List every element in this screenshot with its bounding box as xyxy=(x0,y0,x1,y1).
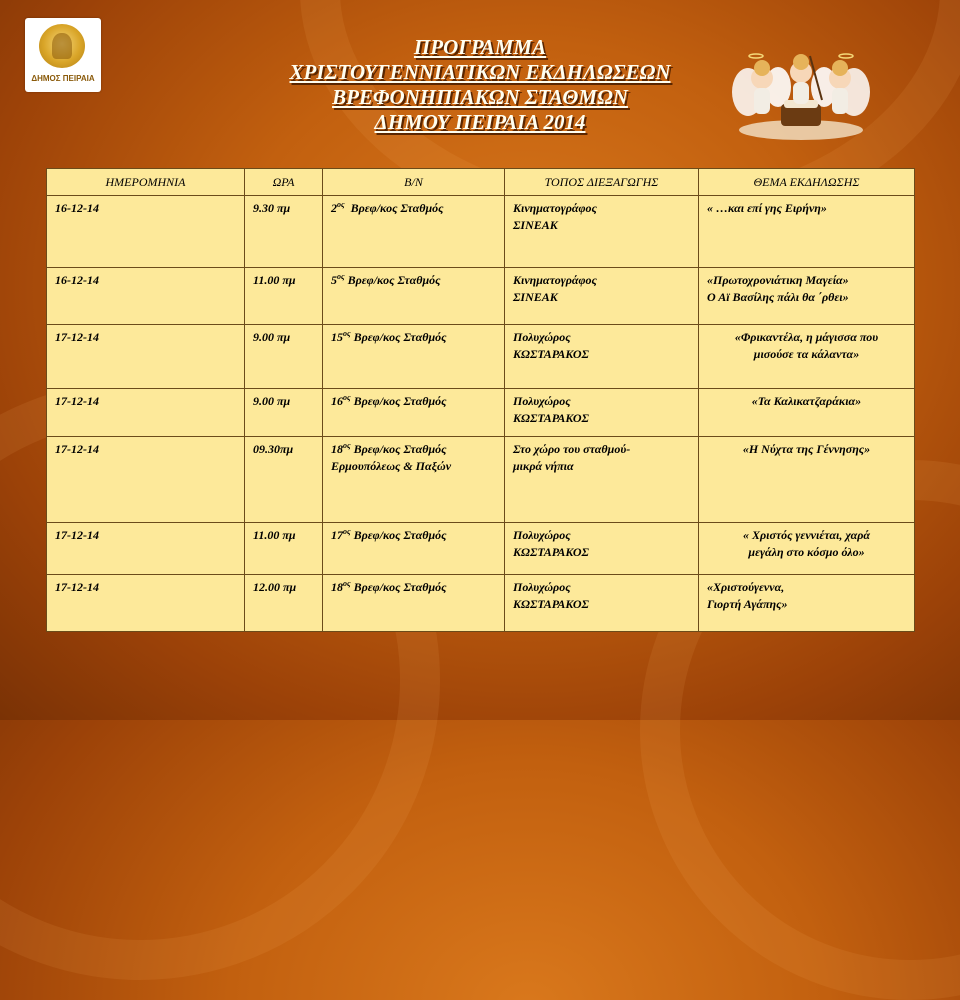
venue-line: Στο χώρο του σταθμού- xyxy=(513,442,631,456)
station-extra: Ερμουπόλεως & Παξών xyxy=(331,459,452,473)
station-text: Βρεφ/κος Σταθμός xyxy=(350,394,447,408)
cell-theme xyxy=(699,196,915,268)
title-line: ΠΡΟΓΡΑΜΜΑ xyxy=(413,35,547,59)
cell-venue xyxy=(505,268,699,325)
station-suffix: ος xyxy=(343,579,351,588)
station-text: Βρεφ/κος Σταθμός xyxy=(344,201,444,215)
table-row xyxy=(47,437,915,523)
header-station: Β/Ν xyxy=(323,169,505,196)
header-venue: ΤΟΠΟΣ ΔΙΕΞΑΓΩΓΗΣ xyxy=(505,169,699,196)
cell-theme xyxy=(699,268,915,325)
station-number: 17 xyxy=(331,528,343,542)
cell-date: 16-12-14 xyxy=(47,196,245,268)
venue-line: Πολυχώρος xyxy=(513,580,571,594)
station-text: Βρεφ/κος Σταθμός xyxy=(350,330,447,344)
station-text: Βρεφ/κος Σταθμός xyxy=(350,528,447,542)
cell-station xyxy=(323,196,505,268)
cell-venue xyxy=(505,389,699,437)
cell-venue xyxy=(505,523,699,575)
venue-line: Πολυχώρος xyxy=(513,394,571,408)
cell-time: 11.00 πμ xyxy=(245,523,323,575)
station-suffix: ος xyxy=(343,393,351,402)
theme-line: μισούσε τα κάλαντα» xyxy=(753,347,860,361)
schedule-table xyxy=(46,168,915,632)
angels-icon xyxy=(726,42,876,142)
theme-line: « …και επί γης Ειρήνη» xyxy=(707,201,827,215)
station-suffix: ος xyxy=(337,200,345,209)
header-date: ΗΜΕΡΟΜΗΝΙΑ xyxy=(47,169,245,196)
venue-line: ΣΙΝΕΑΚ xyxy=(513,218,558,232)
cell-time: 9.00 πμ xyxy=(245,389,323,437)
cell-date: 16-12-14 xyxy=(47,268,245,325)
cell-station xyxy=(323,389,505,437)
cell-venue xyxy=(505,325,699,389)
cell-time: 9.00 πμ xyxy=(245,325,323,389)
venue-line: Κινηματογράφος xyxy=(513,273,597,287)
theme-line: μεγάλη στο κόσμο όλο» xyxy=(748,545,865,559)
cell-time: 09.30πμ xyxy=(245,437,323,523)
cell-theme xyxy=(699,575,915,632)
theme-line: « Χριστός γεννιέται, χαρά xyxy=(742,528,871,542)
table-row xyxy=(47,575,915,632)
cell-station xyxy=(323,523,505,575)
municipality-logo xyxy=(25,18,101,92)
table-row xyxy=(47,268,915,325)
station-suffix: ος xyxy=(343,329,351,338)
venue-line: Πολυχώρος xyxy=(513,330,571,344)
seal-icon xyxy=(39,24,85,68)
table-row xyxy=(47,325,915,389)
cell-station xyxy=(323,437,505,523)
header-time: ΩΡΑ xyxy=(245,169,323,196)
station-number: 5 xyxy=(331,273,337,287)
cell-venue xyxy=(505,437,699,523)
cell-time: 12.00 πμ xyxy=(245,575,323,632)
title-line: ΔΗΜΟΥ ΠΕΙΡΑΙΑ 2014 xyxy=(374,110,586,134)
cell-date: 17-12-14 xyxy=(47,389,245,437)
table-row xyxy=(47,389,915,437)
header-theme: ΘΕΜΑ ΕΚΔΗΛΩΣΗΣ xyxy=(699,169,915,196)
station-number: 18 xyxy=(331,442,343,456)
station-number: 16 xyxy=(331,394,343,408)
cell-date: 17-12-14 xyxy=(47,325,245,389)
theme-line: «Πρωτοχρονιάτικη Μαγεία» xyxy=(707,273,849,287)
venue-line: Κινηματογράφος xyxy=(513,201,597,215)
station-suffix: ος xyxy=(343,441,351,450)
station-number: 15 xyxy=(331,330,343,344)
cell-theme xyxy=(699,437,915,523)
theme-line: «Η Νύχτα της Γέννησης» xyxy=(742,442,871,456)
cell-theme xyxy=(699,523,915,575)
cell-date: 17-12-14 xyxy=(47,575,245,632)
table-row xyxy=(47,523,915,575)
venue-line: ΣΙΝΕΑΚ xyxy=(513,290,558,304)
venue-line: ΚΩΣΤΑΡΑΚΟΣ xyxy=(513,545,589,559)
cell-venue xyxy=(505,196,699,268)
venue-line: ΚΩΣΤΑΡΑΚΟΣ xyxy=(513,597,589,611)
cell-station xyxy=(323,575,505,632)
station-number: 2 xyxy=(331,201,337,215)
cell-date: 17-12-14 xyxy=(47,523,245,575)
station-text: Βρεφ/κος Σταθμός xyxy=(350,442,447,456)
station-number: 18 xyxy=(331,580,343,594)
cell-date: 17-12-14 xyxy=(47,437,245,523)
cell-theme xyxy=(699,389,915,437)
title-line: ΒΡΕΦΟΝΗΠΙΑΚΩΝ ΣΤΑΘΜΩΝ xyxy=(332,85,628,109)
theme-line: «Φρικαντέλα, η μάγισσα που xyxy=(734,330,879,344)
station-text: Βρεφ/κος Σταθμός xyxy=(350,580,447,594)
table-header-row xyxy=(47,169,915,196)
cell-station xyxy=(323,268,505,325)
cell-theme xyxy=(699,325,915,389)
table-row xyxy=(47,196,915,268)
venue-line: Πολυχώρος xyxy=(513,528,571,542)
cell-venue xyxy=(505,575,699,632)
venue-line: ΚΩΣΤΑΡΑΚΟΣ xyxy=(513,347,589,361)
venue-line: ΚΩΣΤΑΡΑΚΟΣ xyxy=(513,411,589,425)
station-text: Βρεφ/κος Σταθμός xyxy=(344,273,441,287)
station-suffix: ος xyxy=(343,527,351,536)
venue-line: μικρά νήπια xyxy=(513,459,574,473)
theme-line: «Τα Καλικατζαράκια» xyxy=(751,394,862,408)
cell-station xyxy=(323,325,505,389)
theme-line: «Χριστούγεννα, xyxy=(707,580,785,594)
page-title xyxy=(200,35,760,135)
theme-line: Ο Αϊ Βασίλης πάλι θα ΄ρθει» xyxy=(707,290,849,304)
theme-line: Γιορτή Αγάπης» xyxy=(707,597,788,611)
station-suffix: ος xyxy=(337,272,345,281)
cell-time: 9.30 πμ xyxy=(245,196,323,268)
title-line: ΧΡΙΣΤΟΥΓΕΝΝΙΑΤΙΚΩΝ ΕΚΔΗΛΩΣΕΩΝ xyxy=(289,60,671,84)
logo-text: ΔΗΜΟΣ ΠΕΙΡΑΙΑ xyxy=(31,74,95,83)
cell-time: 11.00 πμ xyxy=(245,268,323,325)
